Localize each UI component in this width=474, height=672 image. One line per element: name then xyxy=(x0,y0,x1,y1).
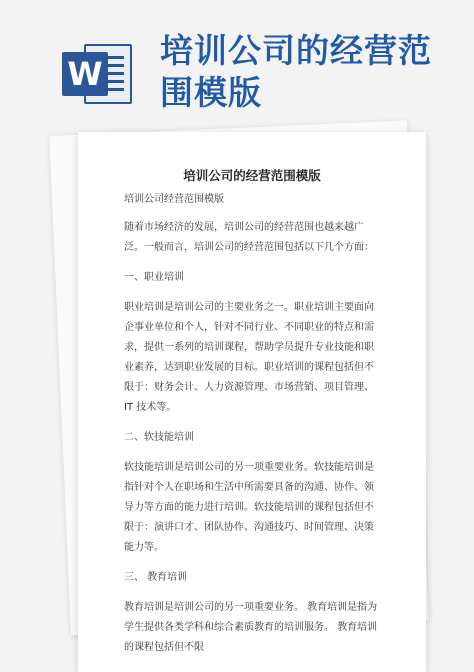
section-heading: 三、 教育培训 xyxy=(124,572,188,583)
section-heading: 一、职业培训 xyxy=(124,272,184,283)
paragraph: 软技能培训是培训公司的另一项重要业务。软技能培训是指针对个人在职场和生活中所需要具备的沟通、协作、领导力等方面的能力进行培训。软技能培训的课程包括但不限于：演讲口才、团队协作、沟通技巧、时间管理、决策能力等。 xyxy=(124,462,374,553)
section-heading: 二、软技能培训 xyxy=(124,432,194,443)
paragraph: 随着市场经济的发展，培训公司的经营范围也越来越广泛。一般而言，培训公司的经营范围包括以下几个方面： xyxy=(124,222,374,253)
paragraph: 职业培训是培训公司的主要业务之一。职业培训主要面向企事业单位和个人，针对不同行业、不同职业的特点和需求，提供一系列的培训课程，帮助学员提升专业技能和职业素养，达到职业发展的目标。职业培训的课程包括但不限于：财务会计、人力资源管理、市场营销、项目管理、 IT 技术等。 xyxy=(124,302,374,413)
word-app-icon xyxy=(62,38,134,110)
document-title: 培训公司的经营范围模版 xyxy=(183,168,321,183)
word-letter-badge: W xyxy=(62,52,108,96)
document-page xyxy=(78,132,426,672)
banner-title: 培训公司的经营范围模版 xyxy=(160,31,432,112)
paragraph: 培训公司经营范围模版 xyxy=(124,194,224,205)
document-body xyxy=(124,190,380,668)
paragraph: 教育培训是培训公司的另一项重要业务。 教育培训是指为学生提供各类学科和综合素质教育的培训服务。 教育培训的课程包括但不限 xyxy=(124,602,378,653)
